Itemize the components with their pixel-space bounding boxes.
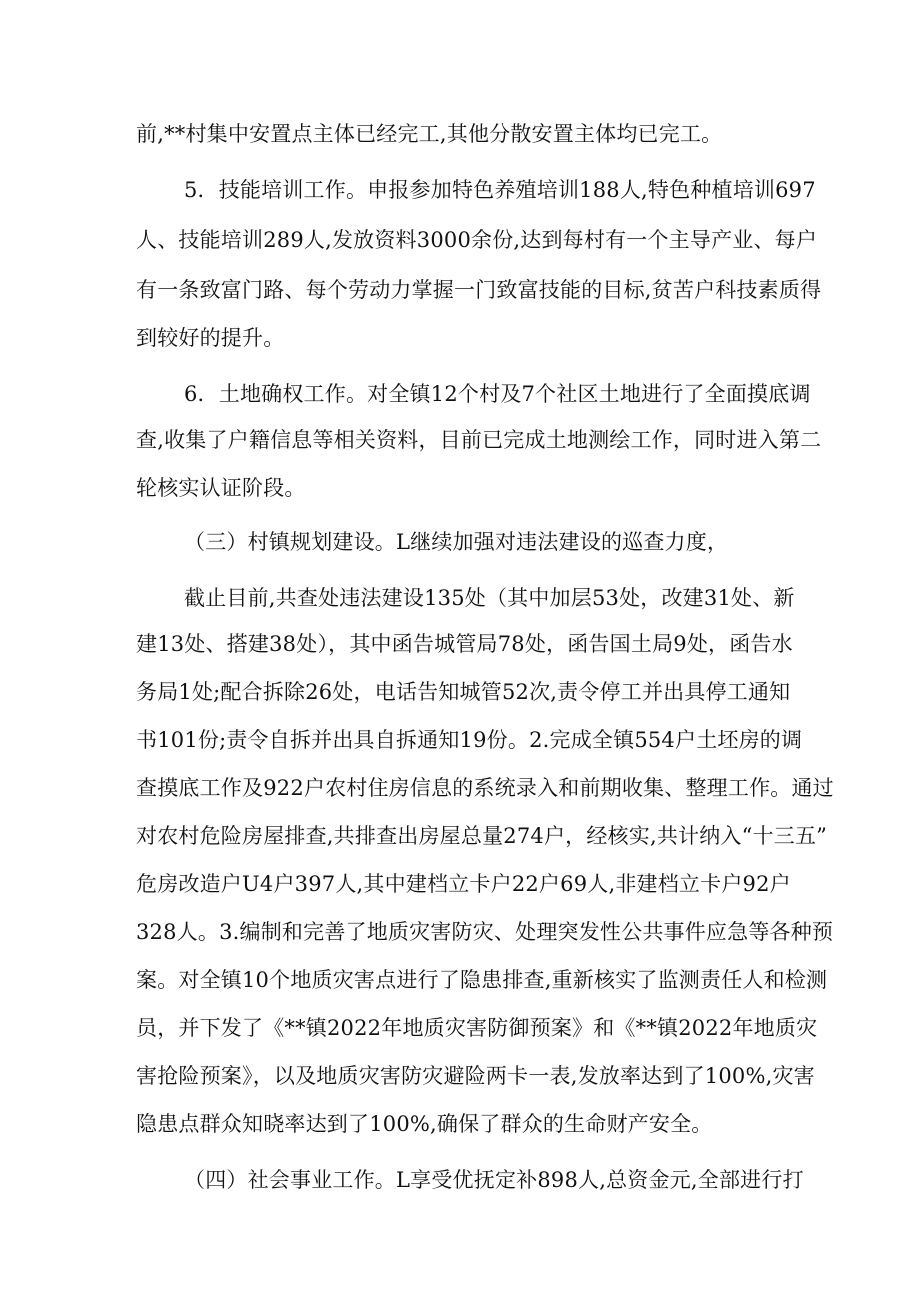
text-line: 案。对全镇10个地质灾害点进行了隐患排查,重新核实了监测责任人和检测 xyxy=(136,968,828,992)
section-heading-line: （三）村镇规划建设。L继续加强对违法建设的巡查力度， xyxy=(184,530,729,554)
text-line: 员，并下发了《**镇2022年地质灾害防御预案》和《**镇2022年地质灾 xyxy=(136,1016,818,1040)
text-line: 建13处、搭建38处），其中函告城管局78处，函告国土局9处，函告水 xyxy=(136,632,793,656)
paragraph-first-line: 5．技能培训工作。申报参加特色养殖培训188人,特色种植培训697 xyxy=(184,178,816,202)
paragraph-first-line: 截止目前,共查处违法建设135处（其中加层53处，改建31处、新 xyxy=(184,586,795,610)
text-line: 328人。3.编制和完善了地质灾害防灾、处理突发性公共事件应急等各种预 xyxy=(136,920,834,944)
text-line: 务局1处;配合拆除26处，电话告知城管52次,责令停工并出具停工通知 xyxy=(136,680,791,704)
text-line: 查摸底工作及922户农村住房信息的系统录入和前期收集、整理工作。通过 xyxy=(136,776,834,800)
text-line: 对农村危险房屋排查,共排查出房屋总量274户，经核实,共计纳入“十三五” xyxy=(136,824,828,848)
text-line: 人、技能培训289人,发放资料3000余份,达到每村有一个主导产业、每户 xyxy=(136,228,818,252)
text-line: 轮核实认证阶段。 xyxy=(136,476,306,500)
text-line: 到较好的提升。 xyxy=(136,326,285,350)
text-line: 有一条致富门路、每个劳动力掌握一门致富技能的目标,贫苦户科技素质得 xyxy=(136,278,822,302)
text-line: 害抢险预案》，以及地质灾害防灾避险两卡一表,发放率达到了100%,灾害 xyxy=(136,1064,815,1088)
text-line: 查,收集了户籍信息等相关资料，目前已完成土地测绘工作，同时进入第二 xyxy=(136,428,822,452)
section-heading-line: （四）社会事业工作。L享受优抚定补898人,总资金元,全部进行打 xyxy=(184,1168,804,1192)
text-line: 隐患点群众知晓率达到了100%,确保了群众的生命财产安全。 xyxy=(136,1112,713,1136)
paragraph-first-line: 6．土地确权工作。对全镇12个村及7个社区土地进行了全面摸底调 xyxy=(184,382,811,406)
text-line: 前,**村集中安置点主体已经完工,其他分散安置主体均已完工。 xyxy=(136,122,723,146)
text-line: 危房改造户U4户397人,其中建档立卡户22户69人,非建档立卡户92户 xyxy=(136,872,791,896)
text-line: 书101份;责令自拆并出具自拆通知19份。2.完成全镇554户土坯房的调 xyxy=(136,728,803,752)
